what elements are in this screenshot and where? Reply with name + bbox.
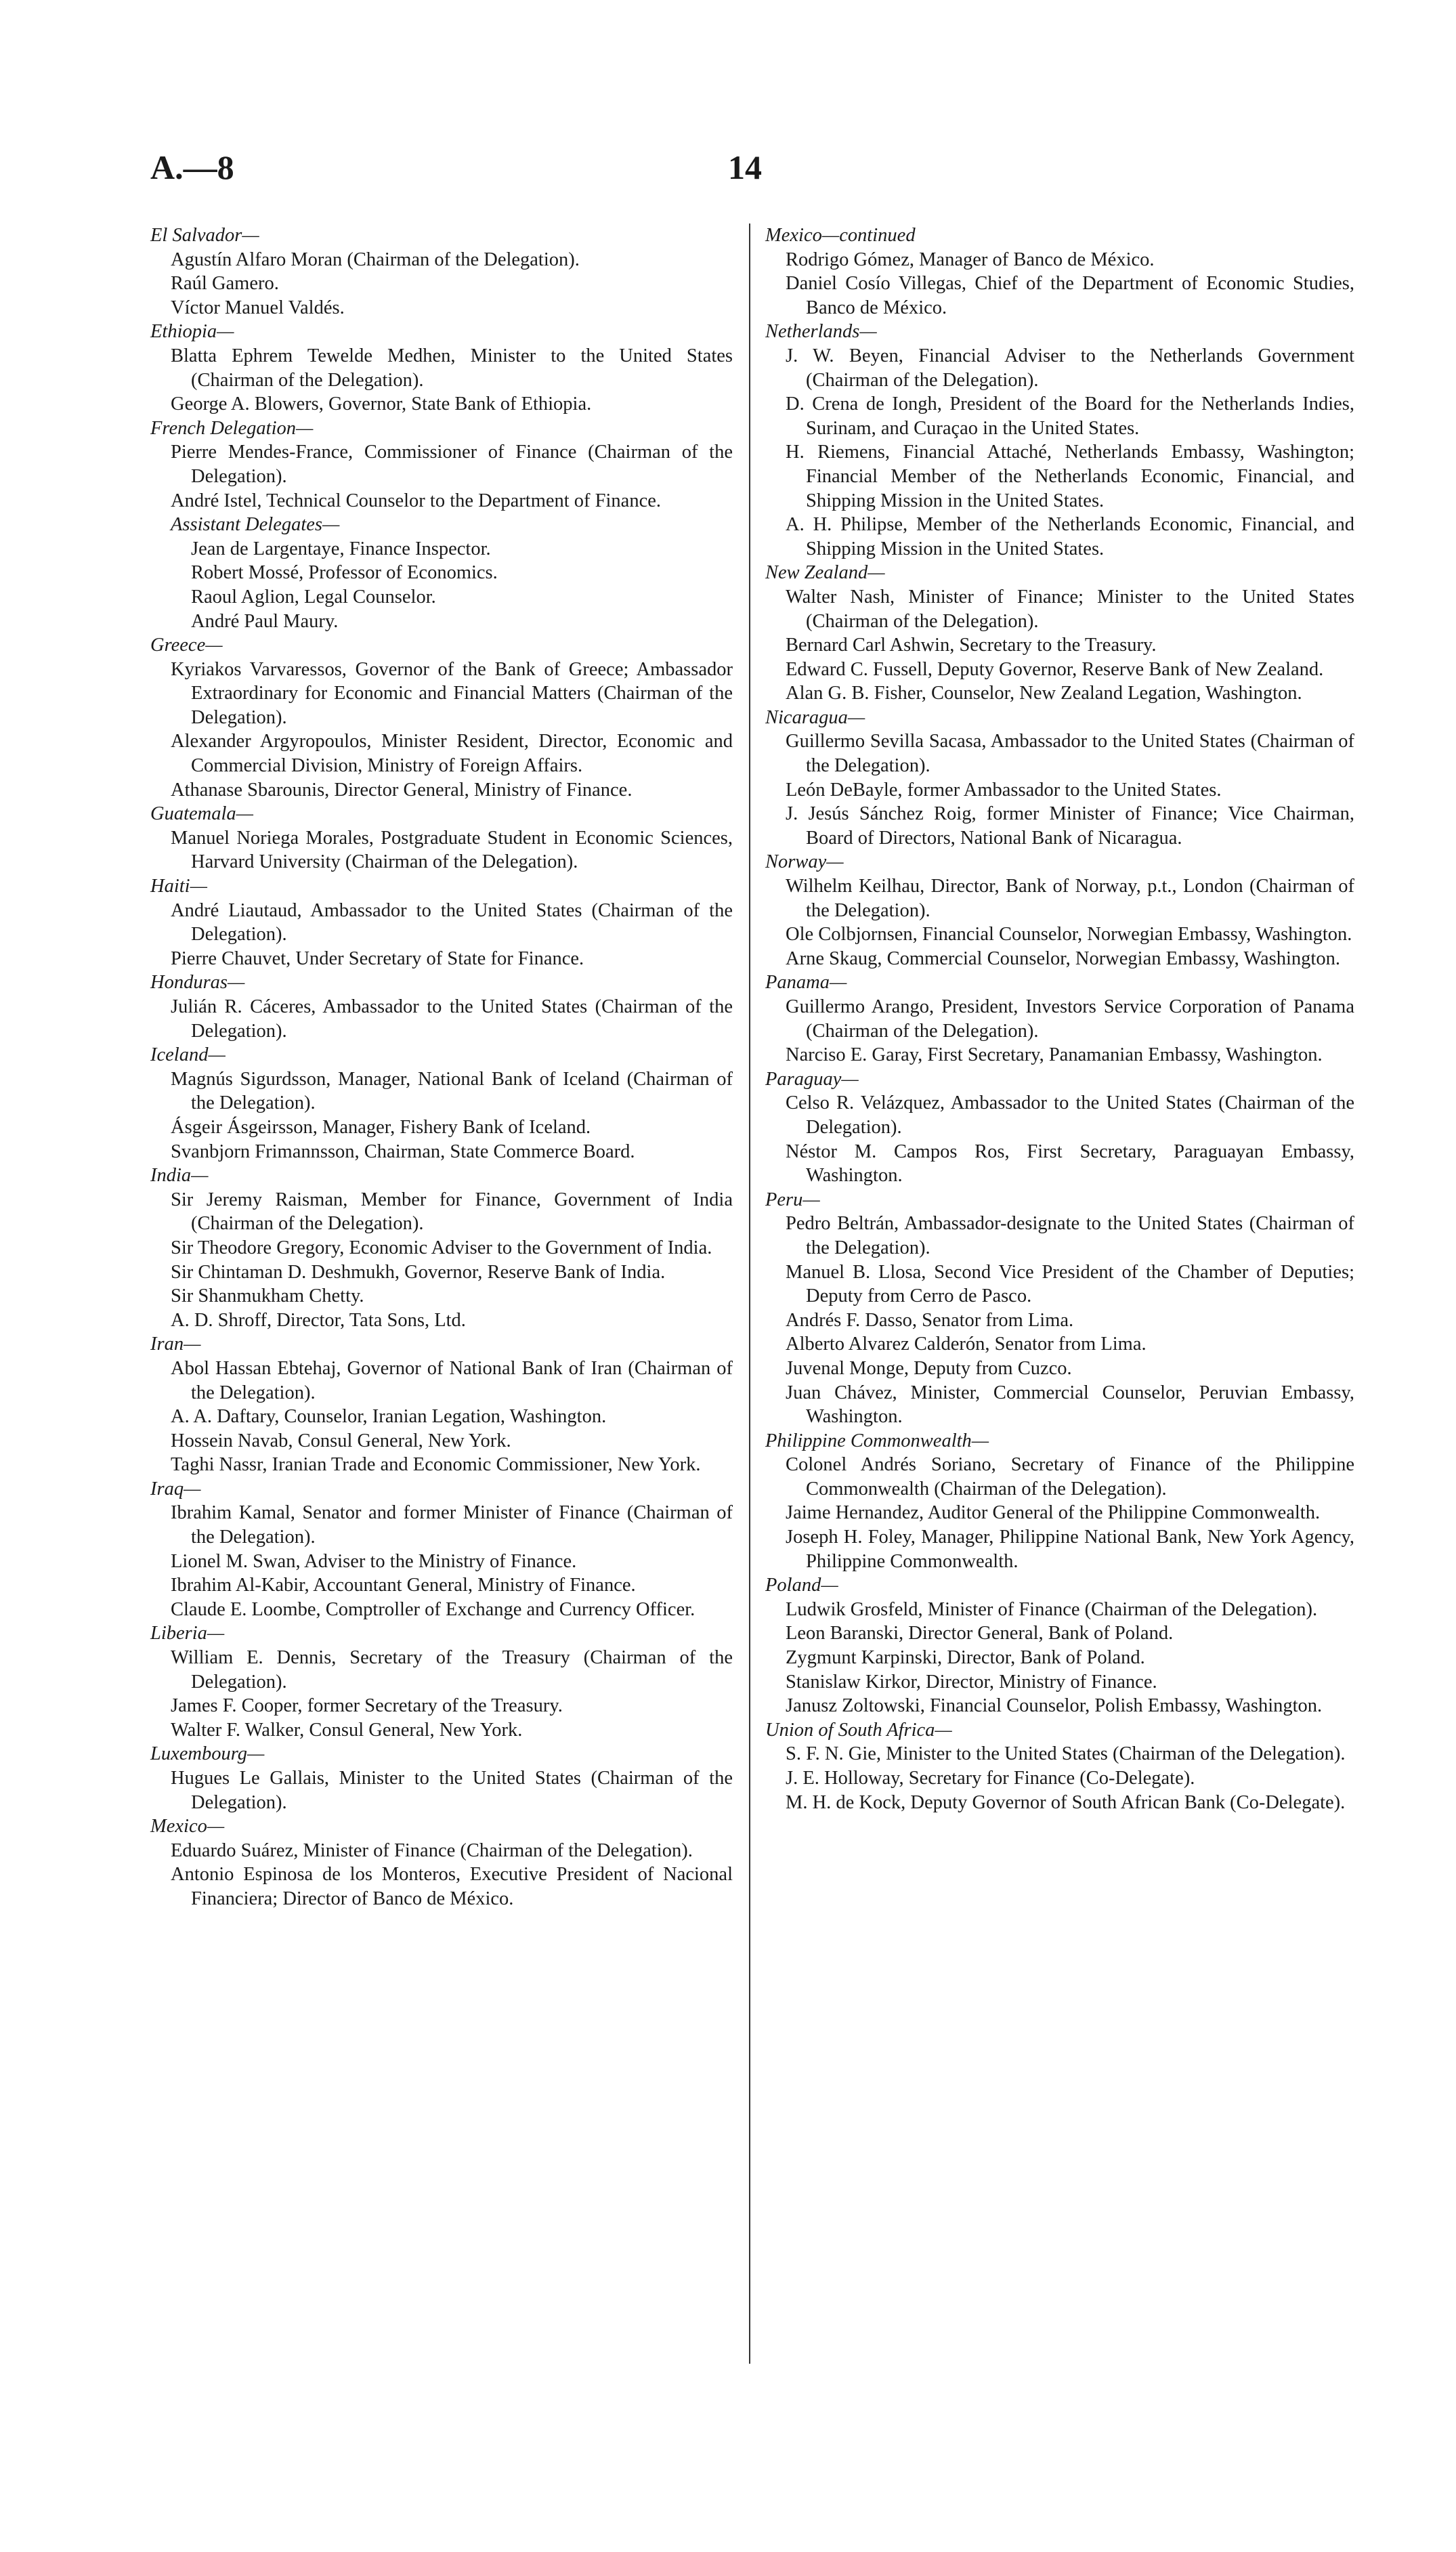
country-heading: Panama— [765, 972, 847, 994]
delegate-entry: Hossein Navab, Consul General, New York. [171, 1430, 511, 1451]
delegate-entry: Celso R. Velázquez, Ambassador to the United States (Chairman of the Delegation). [786, 1092, 1354, 1138]
country-heading: Luxembourg— [150, 1743, 265, 1765]
delegate-entry: Agustín Alfaro Moran (Chairman of the Delegation). [171, 249, 580, 270]
delegate-entry: Julián R. Cáceres, Ambassador to the United States (Chairman of the Delegation). [171, 996, 733, 1042]
delegate-entry: Athanase Sbarounis, Director General, Ministry of Finance. [171, 779, 633, 801]
delegate-entry: Claude E. Loombe, Comptroller of Exchange and Currency Officer. [171, 1598, 695, 1620]
delegate-entry: Alan G. B. Fisher, Counselor, New Zealand Legation, Washington. [786, 683, 1302, 704]
page-number: 14 [728, 148, 762, 186]
delegate-entry: Jaime Hernandez, Auditor General of the Philippine Commonwealth. [786, 1502, 1321, 1524]
delegate-entry: Edward C. Fussell, Deputy Governor, Reserve Bank of New Zealand. [786, 658, 1324, 680]
delegate-entry: André Liautaud, Ambassador to the United States (Chairman of the Delegation). [171, 899, 733, 945]
delegate-entry: Zygmunt Karpinski, Director, Bank of Poland. [786, 1647, 1145, 1669]
delegate-entry: Walter F. Walker, Consul General, New York. [171, 1719, 523, 1741]
delegate-entry: Antonio Espinosa de los Monteros, Executive President of Nacional Financiera; Director of Banco de México. [171, 1864, 733, 1909]
country-heading: Mexico— [150, 1816, 225, 1837]
delegate-entry: Sir Chintaman D. Deshmukh, Governor, Reserve Bank of India. [171, 1261, 666, 1283]
country-heading: India— [150, 1165, 209, 1187]
page-header [0, 148, 1456, 195]
delegate-entry: Alexander Argyropoulos, Minister Resident, Director, Economic and Commercial Division, Ministry of Foreign Affairs. [171, 731, 733, 777]
delegate-entry: Arne Skaug, Commercial Counselor, Norwegian Embassy, Washington. [786, 948, 1340, 969]
country-heading: Iraq— [150, 1478, 201, 1500]
left-column [150, 224, 733, 1911]
delegate-entry: Sir Theodore Gregory, Economic Adviser to the Government of India. [171, 1237, 712, 1258]
country-heading: Paraguay— [765, 1068, 859, 1090]
delegate-entry: Svanbjorn Frimannsson, Chairman, State Commerce Board. [171, 1141, 635, 1162]
delegate-entry: James F. Cooper, former Secretary of the Treasury. [171, 1695, 563, 1717]
delegate-entry: Pierre Mendes-France, Commissioner of Finance (Chairman of the Delegation). [171, 442, 733, 487]
country-heading: Norway— [765, 851, 844, 873]
delegate-entry: Wilhelm Keilhau, Director, Bank of Norway, p.t., London (Chairman of the Delegation). [786, 876, 1354, 921]
delegate-entry: Narciso E. Garay, First Secretary, Panamanian Embassy, Washington. [786, 1044, 1323, 1066]
delegate-entry: Pedro Beltrán, Ambassador-designate to the United States (Chairman of the Delegation). [786, 1213, 1354, 1258]
delegate-entry: Raúl Gamero. [171, 273, 279, 295]
country-heading: Nicaragua— [765, 706, 865, 728]
delegate-entry: Ibrahim Kamal, Senator and former Minister of Finance (Chairman of the Delegation). [171, 1502, 733, 1548]
country-heading: Peru— [765, 1189, 820, 1210]
delegate-entry: André Istel, Technical Counselor to the Department of Finance. [171, 490, 662, 511]
delegate-entry: Manuel B. Llosa, Second Vice President of the Chamber of Deputies; Deputy from Cerro de Pasco. [786, 1261, 1354, 1307]
delegate-entry: M. H. de Kock, Deputy Governor of South African Bank (Co-Delegate). [786, 1791, 1346, 1813]
delegate-entry: Ludwik Grosfeld, Minister of Finance (Chairman of the Delegation). [786, 1598, 1318, 1620]
country-heading: Union of South Africa— [765, 1719, 952, 1741]
section-label: A.—8 [150, 148, 234, 186]
delegate-entry: Lionel M. Swan, Adviser to the Ministry of Finance. [171, 1550, 577, 1572]
country-heading: El Salvador— [150, 225, 259, 246]
delegate-entry: Alberto Alvarez Calderón, Senator from Lima. [786, 1334, 1147, 1355]
delegate-entry: León DeBayle, former Ambassador to the United States. [786, 779, 1222, 801]
delegate-entry: J. E. Holloway, Secretary for Finance (Co-Delegate). [786, 1768, 1195, 1789]
delegate-entry: Hugues Le Gallais, Minister to the United States (Chairman of the Delegation). [171, 1768, 733, 1813]
column-divider [749, 224, 750, 2364]
country-heading: Mexico—continued [765, 225, 916, 246]
delegate-entry: Janusz Zoltowski, Financial Counselor, Polish Embassy, Washington. [786, 1695, 1323, 1717]
country-heading: Honduras— [150, 972, 245, 994]
delegate-entry: Ásgeir Ásgeirsson, Manager, Fishery Bank of Iceland. [171, 1116, 591, 1138]
delegate-entry: Sir Shanmukham Chetty. [171, 1285, 364, 1307]
delegate-entry: Manuel Noriega Morales, Postgraduate Student in Economic Sciences, Harvard University (Chairman of the Delegation). [171, 827, 733, 873]
delegate-entry: Rodrigo Gómez, Manager of Banco de México. [786, 249, 1155, 270]
delegate-entry: S. F. N. Gie, Minister to the United States (Chairman of the Delegation). [786, 1743, 1346, 1765]
country-heading: Iran— [150, 1334, 201, 1355]
country-heading: French Delegation— [150, 417, 314, 439]
delegate-entry: Abol Hassan Ebtehaj, Governor of National Bank of Iran (Chairman of the Delegation). [171, 1357, 733, 1403]
delegate-entry: Néstor M. Campos Ros, First Secretary, Paraguayan Embassy, Washington. [786, 1141, 1354, 1187]
delegate-entry: A. H. Philipse, Member of the Netherlands Economic, Financial, and Shipping Mission in the United States. [786, 514, 1354, 559]
delegate-entry: Magnús Sigurdsson, Manager, National Bank of Iceland (Chairman of the Delegation). [171, 1068, 733, 1114]
delegate-entry: J. Jesús Sánchez Roig, former Minister of Finance; Vice Chairman, Board of Directors, National Bank of Nicaragua. [786, 803, 1354, 849]
delegate-entry: Walter Nash, Minister of Finance; Minister to the United States (Chairman of the Delegation). [786, 586, 1354, 632]
delegate-entry: Joseph H. Foley, Manager, Philippine National Bank, New York Agency, Philippine Commonwealth. [786, 1527, 1354, 1572]
delegate-entry: D. Crena de Iongh, President of the Board for the Netherlands Indies, Surinam, and Curaçao in the United States. [786, 394, 1354, 439]
country-heading: Poland— [765, 1575, 838, 1596]
delegate-entry: J. W. Beyen, Financial Adviser to the Netherlands Government (Chairman of the Delegation). [786, 345, 1354, 391]
delegate-entry: A. A. Daftary, Counselor, Iranian Legation, Washington. [171, 1406, 607, 1428]
country-heading: Philippine Commonwealth— [765, 1430, 989, 1451]
delegate-entry: Ibrahim Al-Kabir, Accountant General, Ministry of Finance. [171, 1575, 636, 1596]
delegate-entry: Juvenal Monge, Deputy from Cuzco. [786, 1357, 1072, 1379]
country-heading: Guatemala— [150, 803, 253, 825]
delegate-entry: Daniel Cosío Villegas, Chief of the Department of Economic Studies, Banco de México. [786, 273, 1354, 318]
delegate-entry: H. Riemens, Financial Attaché, Netherlands Embassy, Washington; Financial Member of the Netherlands Economic, Financial, and Shipping Mission in the United States. [786, 442, 1354, 511]
delegate-entry: Robert Mossé, Professor of Economics. [191, 562, 498, 584]
country-heading: Greece— [150, 635, 223, 656]
delegate-entry: Stanislaw Kirkor, Director, Ministry of Finance. [786, 1671, 1157, 1693]
right-column [765, 224, 1354, 1814]
delegate-entry: Raoul Aglion, Legal Counselor. [191, 586, 436, 608]
delegate-entry: André Paul Maury. [191, 610, 339, 632]
country-heading: Liberia— [150, 1623, 225, 1644]
delegate-entry: Leon Baranski, Director General, Bank of Poland. [786, 1623, 1174, 1644]
delegate-entry: Andrés F. Dasso, Senator from Lima. [786, 1309, 1074, 1331]
delegate-entry: Ole Colbjornsen, Financial Counselor, Norwegian Embassy, Washington. [786, 924, 1352, 945]
delegate-entry: William E. Dennis, Secretary of the Treasury (Chairman of the Delegation). [171, 1647, 733, 1693]
delegate-entry: A. D. Shroff, Director, Tata Sons, Ltd. [171, 1309, 466, 1331]
delegate-entry: Juan Chávez, Minister, Commercial Counselor, Peruvian Embassy, Washington. [786, 1382, 1354, 1428]
delegate-entry: Pierre Chauvet, Under Secretary of State for Finance. [171, 948, 584, 969]
delegate-entry: Víctor Manuel Valdés. [171, 297, 345, 318]
delegate-entry: Colonel Andrés Soriano, Secretary of Finance of the Philippine Commonwealth (Chairman of the Delegation). [786, 1454, 1354, 1500]
delegate-entry: Eduardo Suárez, Minister of Finance (Chairman of the Delegation). [171, 1839, 693, 1861]
delegate-entry: George A. Blowers, Governor, State Bank of Ethiopia. [171, 394, 592, 415]
delegate-entry: Jean de Largentaye, Finance Inspector. [191, 538, 491, 559]
delegate-entry: Sir Jeremy Raisman, Member for Finance, Government of India (Chairman of the Delegation). [171, 1189, 733, 1235]
delegate-entry: Blatta Ephrem Tewelde Medhen, Minister to the United States (Chairman of the Delegation). [171, 345, 733, 391]
delegate-entry: Guillermo Arango, President, Investors Service Corporation of Panama (Chairman of the Delegation). [786, 996, 1354, 1042]
subgroup-heading: Assistant Delegates— [171, 514, 340, 536]
country-heading: Iceland— [150, 1044, 226, 1066]
delegate-entry: Bernard Carl Ashwin, Secretary to the Treasury. [786, 635, 1157, 656]
country-heading: Netherlands— [765, 321, 877, 343]
country-heading: New Zealand— [765, 562, 885, 584]
delegate-entry: Taghi Nassr, Iranian Trade and Economic Commissioner, New York. [171, 1454, 701, 1476]
country-heading: Haiti— [150, 876, 207, 897]
delegate-entry: Kyriakos Varvaressos, Governor of the Bank of Greece; Ambassador Extraordinary for Economic and Financial Matters (Chairman of the Delegation). [171, 658, 733, 728]
delegate-entry: Guillermo Sevilla Sacasa, Ambassador to the United States (Chairman of the Delegation). [786, 731, 1354, 777]
country-heading: Ethiopia— [150, 321, 234, 343]
